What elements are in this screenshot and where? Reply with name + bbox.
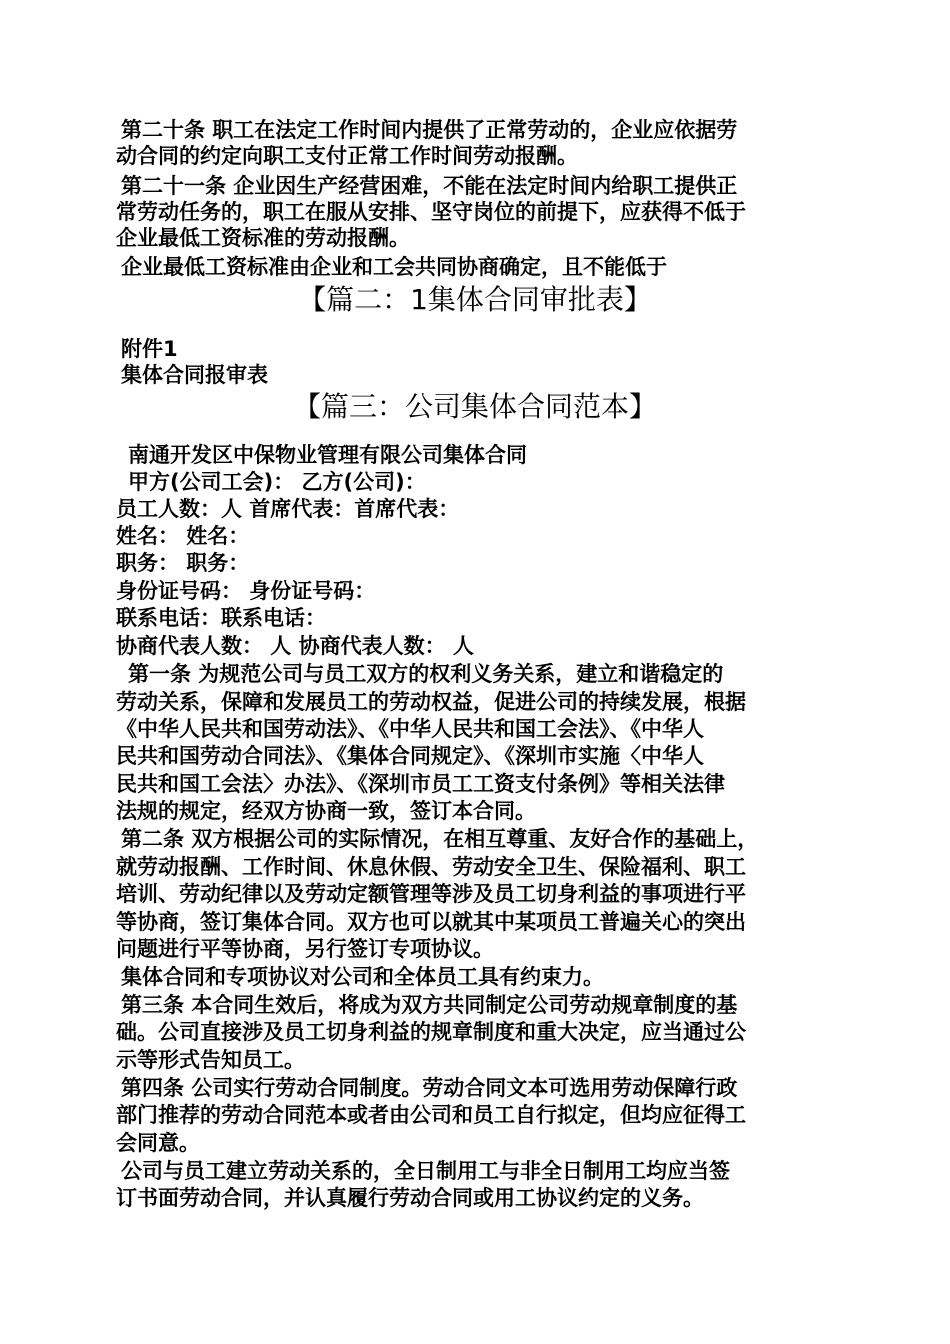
article-4-line-3: 会同意。 bbox=[116, 1131, 200, 1155]
article-20-line-2: 动合同的约定向职工支付正常工作时间劳动报酬。 bbox=[116, 144, 578, 168]
article-1-line-1: 第一条 为规范公司与员工双方的权利义务关系，建立和谐稳定的 bbox=[128, 662, 724, 686]
article-4-line-1: 第四条 公司实行劳动合同制度。劳动合同文本可选用劳动保障行政 bbox=[121, 1076, 738, 1100]
name-line: 姓名： 姓名： bbox=[116, 524, 250, 548]
article-3-line-1: 第三条 本合同生效后，将成为双方共同制定公司劳动规章制度的基 bbox=[121, 993, 738, 1017]
article-1-line-2: 劳动关系，保障和发展员工的劳动权益，促进公司的持续发展，根据 bbox=[116, 690, 746, 714]
negotiators-line: 协商代表人数： 人 协商代表人数： 人 bbox=[116, 634, 474, 658]
party-line: 甲方(公司工会)： 乙方(公司)： bbox=[128, 470, 426, 494]
id-number-line: 身份证号码： 身份证号码： bbox=[116, 579, 376, 603]
binding-paragraph: 集体合同和专项协议对公司和全体员工具有约束力。 bbox=[121, 965, 604, 989]
article-1-line-5: 民共和国工会法〉办法》、《深圳市员工工资支付条例》等相关法律 bbox=[116, 772, 725, 796]
article-1-line-3: 《中华人民共和国劳动法》、《中华人民共和国工会法》、《中华人 bbox=[116, 717, 704, 741]
contract-title: 南通开发区中保物业管理有限公司集体合同 bbox=[128, 443, 527, 467]
section-heading-2: 【篇二：1集体合同审批表】 bbox=[298, 283, 652, 316]
article-3-line-2: 础。公司直接涉及员工切身利益的规章制度和重大决定，应当通过公 bbox=[116, 1020, 746, 1044]
article-2-line-1: 第二条 双方根据公司的实际情况，在相互尊重、友好合作的基础上， bbox=[121, 827, 759, 851]
article-21-line-2: 常劳动任务的，职工在服从安排、坚守岗位的前提下，应获得不低于 bbox=[116, 200, 746, 224]
article-2-line-3: 培训、劳动纪律以及劳动定额管理等涉及员工切身利益的事项进行平 bbox=[116, 882, 746, 906]
article-4-line-2: 部门推荐的劳动合同范本或者由公司和员工自行拟定，但均应征得工 bbox=[116, 1103, 746, 1127]
article-1-line-6: 法规的规定，经双方协商一致，签订本合同。 bbox=[116, 799, 536, 823]
article-20-line-1: 第二十条 职工在法定工作时间内提供了正常劳动的，企业应依据劳 bbox=[121, 118, 738, 142]
section-heading-3: 【篇三：公司集体合同范本】 bbox=[292, 390, 657, 423]
article-3-line-3: 示等形式告知员工。 bbox=[116, 1048, 305, 1072]
labor-relation-line-2: 订书面劳动合同，并认真履行劳动合同或用工协议约定的义务。 bbox=[116, 1186, 704, 1210]
article-21-line-3: 企业最低工资标准的劳动报酬。 bbox=[116, 226, 410, 250]
article-2-line-2: 就劳动报酬、工作时间、休息休假、劳动安全卫生、保险福利、职工 bbox=[116, 855, 746, 879]
article-1-line-4: 民共和国劳动合同法》、《集体合同规定》、《深圳市实施〈中华人 bbox=[116, 744, 704, 768]
report-form-title: 集体合同报审表 bbox=[121, 363, 268, 387]
attachment-label: 附件1 bbox=[121, 337, 178, 361]
article-2-line-4: 等协商，签订集体合同。双方也可以就其中某项员工普遍关心的突出 bbox=[116, 910, 746, 934]
article-21-line-1: 第二十一条 企业因生产经营困难，不能在法定时间内给职工提供正 bbox=[121, 174, 738, 198]
labor-relation-line-1: 公司与员工建立劳动关系的，全日制用工与非全日制用工均应当签 bbox=[121, 1159, 730, 1183]
article-2-line-5: 问题进行平等协商，另行签订专项协议。 bbox=[116, 937, 494, 961]
phone-line: 联系电话：联系电话： bbox=[116, 606, 326, 630]
min-wage-paragraph: 企业最低工资标准由企业和工会共同协商确定，且不能低于 bbox=[121, 255, 667, 279]
staff-count-line: 员工人数：人 首席代表：首席代表： bbox=[116, 497, 460, 521]
position-line: 职务： 职务： bbox=[116, 551, 250, 575]
